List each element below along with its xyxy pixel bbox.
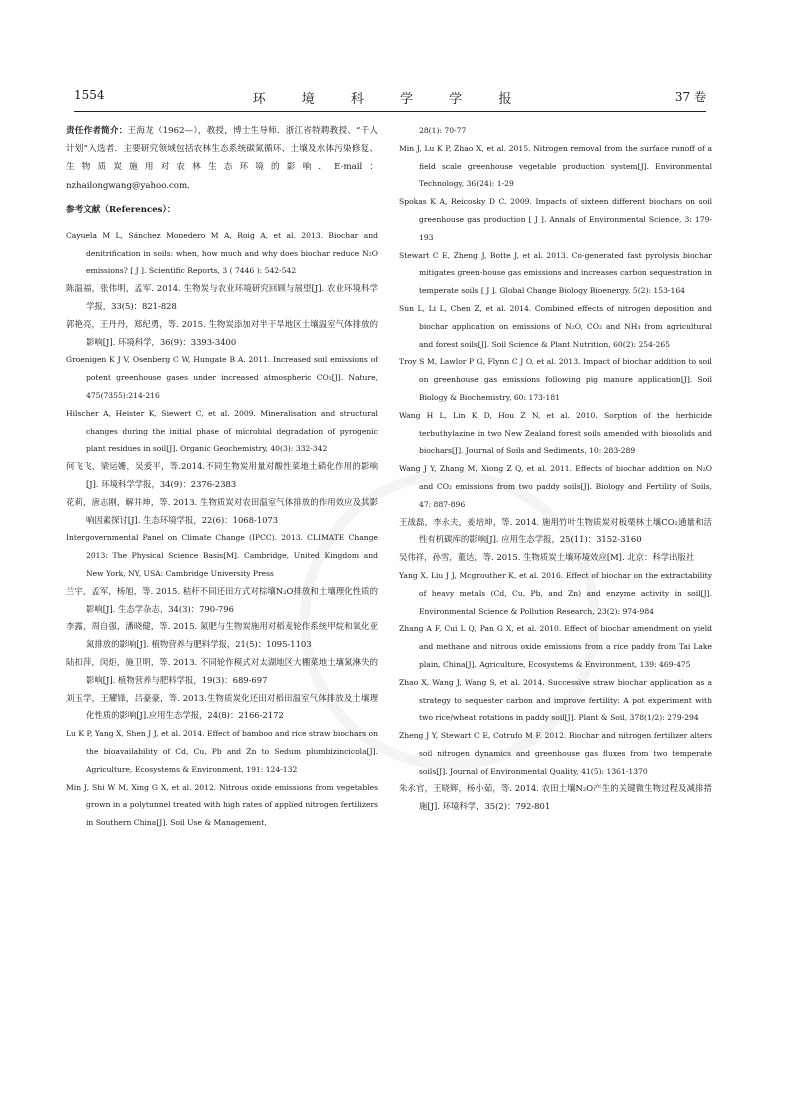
reference-entry: 朱永官，王晓辉，杨小茹，等. 2014. 农田土壤N₂O产生的关键微生物过程及减排措施[J]. 环境科学，35(2)：792-801 — [399, 783, 712, 812]
reference-entry: 陆扣萍，闵炬，施卫明，等. 2013. 不同轮作模式对太湖地区大棚菜地土壤氮淋失的影响[J]. 植物营养与肥料学报，19(3)：689-697 — [66, 656, 378, 685]
author-bio-text: 王海龙（1962—），教授，博士生导师．浙江省特聘教授、“千人计划”入选者．主要研究领域包括农林生态系统碳氮循环、土壤及水体污染修复、生物质炭施用对农林生态环境的影响．E-mail：nzhailongwang@yahoo.com． — [66, 126, 378, 191]
left-column — [66, 122, 378, 832]
author-bio — [66, 122, 378, 195]
reference-list-left — [66, 227, 378, 832]
author-bio-label: 责任作者简介： — [66, 126, 128, 136]
reference-entry: Hilscher A, Heister K, Siewert C, et al. 2009. Mineralisation and structural changes during the initial phase of microbial degradation of pyrogenic plant residues in soil[J]. Organic Geochemistry, 40(3): 332-342 — [66, 408, 378, 454]
reference-entry: 郭艳亮，王丹丹，郑纪勇，等. 2015. 生物炭添加对半干旱地区土壤温室气体排放的影响[J]. 环境科学，36(9)：3393-3400 — [66, 318, 378, 347]
reference-entry: 陈温福，张伟明，孟军. 2014. 生物炭与农业环境研究回顾与展望[J]. 农业环境科学学报，33(5)：821-828 — [66, 283, 378, 311]
reference-entry: 花莉，唐志刚，解井坤，等. 2013. 生物质炭对农田温室气体排放的作用效应及其影响因素探讨[J]. 生态环境学报，22(6)：1068-1073 — [66, 496, 378, 525]
journal-title: 环 境 科 学 学 报 — [252, 92, 528, 107]
reference-entry: 王战磊，李永夫，姜培坤，等. 2014. 施用竹叶生物质炭对板栗林土壤CO₂通量和活性有机碳库的影响[J]. 应用生态学报，25(11)：3152-3160 — [399, 516, 712, 545]
header-rule — [74, 111, 706, 112]
reference-entry: 吴伟祥，孙雪，董达，等. 2015. 生物质炭土壤环境效应[M]. 北京：科学出版社 — [399, 552, 695, 563]
reference-entry: Wang H L, Lin K D, Hou Z N, et al. 2010. Sorption of the herbicide terbuthylazine in two New Zealand forest soils amended with biosolids and biochars[J]. Journal of Soils and Sediments, 10: 283-289 — [399, 410, 712, 456]
reference-entry: Lu K P, Yang X, Shen J J, et al. 2014. Effect of bamboo and rice straw biochars on the bioavailability of Cd, Cu, Pb and Zn to Sedum plumbizincicola[J]. Agriculture, Ecosystems & Environment, 191: 124-132 — [66, 729, 378, 774]
page-header — [74, 88, 706, 106]
reference-entry: Zhao X, Wang J, Wang S, et al. 2014. Successive straw biochar application as a strategy to sequester carbon and improve fertility: A pot experiment with two rice/wheat rotations in paddy soil[J]. Plant & Soil, 378(1/2): 279-294 — [399, 677, 712, 723]
reference-entry: Zheng J Y, Stewart C E, Cotrufo M F. 2012. Biochar and nitrogen fertilizer alters soil nitrogen dynamics and greenhouse gas fluxes from two temperate soils[J]. Journal of Environmental Quality, 41(5): 1361-1370 — [399, 731, 712, 776]
reference-entry: Wang J Y, Zhang M, Xiong Z Q, et al. 2011. Effects of biochar addition on N₂O and CO₂ emissions from two paddy soils[J]. Biology and Fertility of Soils, 47: 887-896 — [399, 464, 712, 509]
reference-entry: Groenigen K J V, Osenberg C W, Hungate B A. 2011. Increased soil emissions of potent greenhouse gases under increased atmospheric CO₂[J]. Nature, 475(7355):214-216 — [66, 355, 378, 400]
reference-entry: Zhang A F, Cui L Q, Pan G X, et al. 2010. Effect of biochar amendment on yield and methane and nitrous oxide emissions from a rice paddy from Tai Lake plain, China[J]. Agriculture, Ecosystems & Environment, 139: 469-475 — [399, 624, 712, 669]
reference-entry: Yang X, Liu J J, Mcgrouther K, et al. 2016. Effect of biochar on the extractability of heavy metals (Cd, Cu, Pb, and Zn) and enzyme activity in soil[J]. Environmental Science & Pollution Research, 23(2): 974-984 — [399, 570, 712, 616]
reference-entry: 何飞飞，梁运姗，吴爱平，等.2014.不同生物炭用量对酸性菜地土硝化作用的影响[J]. 环境科学学报，34(9)：2376-2383 — [66, 461, 378, 489]
reference-entry: 李露，周自强，潘晓健，等. 2015. 氮肥与生物炭施用对稻麦轮作系统甲烷和氧化亚氮排放的影响[J]. 植物营养与肥料学报，21(5)：1095-1103 — [66, 621, 378, 650]
reference-entry: Intergovernmental Panel on Climate Change (IPCC). 2013. CLIMATE Change 2013: The Physical Science Basis[M]. Cambridge, United Kingdom and New York, NY, USA: Cambridge University Press — [66, 533, 378, 578]
reference-list-right — [399, 122, 712, 816]
reference-entry: 兰宇，孟军，杨旭，等. 2015. 秸秆不同还田方式对棕壤N₂O排放和土壤理化性质的影响[J]. 生态学杂志，34(3)：790-796 — [66, 585, 378, 614]
right-column — [399, 122, 712, 816]
references-heading: 参考文献（References）： — [66, 204, 176, 215]
page-number: 1554 — [74, 88, 105, 102]
reference-entry: Cayuela M L, Sánchez Monedero M A, Roig A, et al. 2013. Biochar and denitrification in soils: when, how much and why does biochar reduce N₂O emissions? [ J ]. Scientific Reports, 3 ( 7446 ): 542-542 — [66, 230, 378, 276]
reference-entry: Troy S M, Lawlor P G, Flynn C J O, et al. 2013. Impact of biochar addition to soil on greenhouse gas emissions following pig manure application[J]. Soil Biology & Biochemistry, 60: 173-181 — [399, 357, 712, 402]
reference-entry: Stewart C E, Zheng J, Botte J, et al. 2013. Co-generated fast pyrolysis biochar mitigates green-house gas emissions and increases carbon sequestration in temperate soils [ J ]. Global Change Biology Bioenergy, 5(2): 153-164 — [399, 250, 712, 296]
reference-entry: 刘玉学，王耀锋，吕豪豪，等. 2013.生物质炭化还田对稻田温室气体排放及土壤理化性质的影响[J].应用生态学报，24(8)：2166-2172 — [66, 692, 378, 721]
reference-entry: Spokas K A, Reicosky D C. 2009. Impacts of sixteen different biochars on soil greenhouse gas production [ J ]. Annals of Environmental Science, 3: 179-193 — [399, 197, 712, 242]
reference-entry: Sun L, Li L, Chen Z, et al. 2014. Combined effects of nitrogen deposition and biochar application on emissions of N₂O, CO₂ and NH₃ from agricultural and forest soils[J]. Soil Science & Plant Nutrition, 60(2): 254-265 — [399, 303, 712, 349]
reference-entry: Min J, Lu K P, Zhao X, et al. 2015. Nitrogen removal from the surface runoff of a field scale greenhouse vegetable production system[J]. Environmental Technology, 36(24): 1-29 — [399, 143, 712, 189]
volume-label: 37 卷 — [674, 90, 706, 104]
reference-entry: 28(1): 70-77 — [419, 126, 467, 135]
reference-entry: Min J, Shi W M, Xing G X, et al. 2012. Nitrous oxide emissions from vegetables grown in a polytunnel treated with high rates of applied nitrogen fertilizers in Southern China[J]. Soil Use & Management, — [66, 782, 378, 828]
